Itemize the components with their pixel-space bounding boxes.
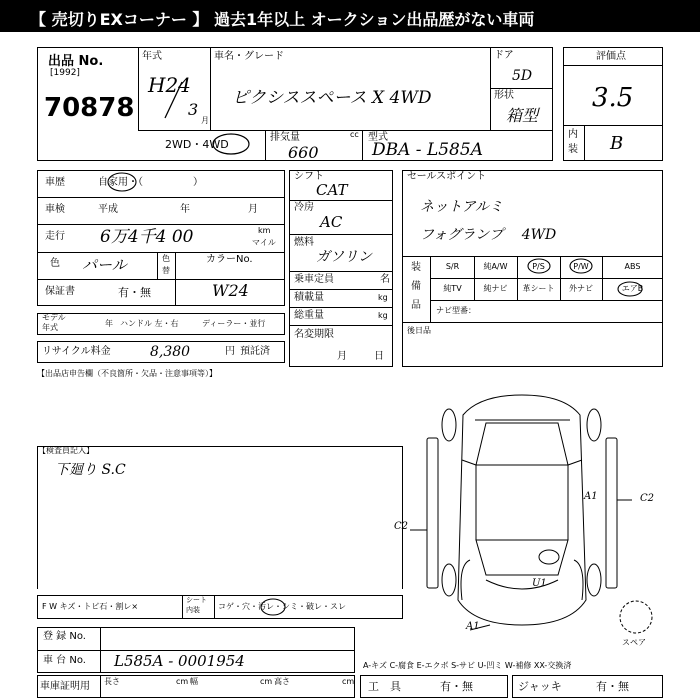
fuel-label: 燃料	[294, 237, 314, 248]
cert-height-unit: cm	[342, 677, 355, 686]
load-label: 積載量	[294, 292, 324, 303]
door-label: ドア	[494, 50, 514, 61]
seller-notes-label: 【出品店申告欄（不良箇所・欠品・注意事項等）】	[37, 369, 217, 378]
cert-label: 車庫証明用	[40, 681, 90, 692]
cert-width: 幅	[190, 677, 198, 686]
reg-change-month: 月	[337, 351, 347, 362]
cert-length-unit: cm	[176, 677, 189, 686]
year-label: 年式	[142, 51, 162, 62]
color-change-label-1: 色	[162, 254, 170, 263]
reg-no-label: 登 録 No.	[43, 631, 86, 642]
equipment-leather: 革シート	[522, 284, 555, 293]
mileage-unit-km: km	[258, 226, 271, 235]
equipment-label-1: 装	[411, 262, 421, 273]
history-label: 車歴	[45, 177, 65, 188]
color-code-label: カラーNo.	[206, 254, 253, 265]
equipment-abs: ABS	[624, 262, 641, 271]
model-label: 型式	[368, 132, 388, 143]
inspector-label: 【検査員記入】	[38, 446, 94, 455]
equipment-label-3: 品	[411, 300, 421, 311]
model-year-dealer: ディーラー・並行	[202, 319, 266, 328]
chassis-label: 車 台 No.	[43, 655, 86, 666]
capacity-unit: 名	[380, 274, 390, 285]
equipment-label-2: 備	[411, 281, 421, 292]
sales-points-line2: フォグランプ 4WD	[420, 227, 557, 243]
fw-seat-1: シート	[186, 596, 207, 604]
mileage-label: 走行	[45, 231, 65, 242]
damage-mark-c2-right: C2	[640, 493, 655, 504]
interior-value: B	[610, 133, 624, 154]
damage-legend: A-キズ C-腐食 E-エクボ S-サビ U-凹ミ W-補修 XX-交換済	[363, 661, 572, 670]
drive-label: 2WD・4WD	[165, 138, 229, 151]
spare-label: スペア	[622, 638, 646, 647]
inspector-value: 下廻り S.C	[55, 462, 126, 478]
damage-mark-a1-right: A1	[584, 491, 598, 502]
equipment-alloy: 純A/W	[483, 262, 508, 271]
weight-unit: kg	[378, 311, 388, 320]
equipment-airbag: エアB	[621, 284, 644, 293]
later-date-label: 後日品	[407, 326, 431, 335]
recycle-unit: 円	[225, 346, 235, 357]
tools-options: 有・無	[440, 680, 473, 693]
displacement-value: 660	[288, 143, 319, 162]
load-unit: kg	[378, 293, 388, 302]
model-year-handle: ハンドル 左・右	[120, 319, 179, 328]
fw-items: コゲ・穴・汚レ・シミ・破レ・スレ	[218, 602, 346, 611]
color-code-value: W24	[212, 281, 249, 300]
displacement-unit: cc	[350, 130, 359, 139]
reg-change-label: 名変期限	[294, 329, 334, 340]
score-label: 評価点	[596, 51, 626, 62]
lot-sub: [1992]	[50, 68, 80, 78]
lot-label: 出品 No.	[48, 54, 104, 69]
color-label: 色	[50, 258, 60, 269]
color-change-label-2: 替	[162, 266, 170, 275]
shape-label: 形状	[494, 90, 514, 101]
score-value: 3.5	[592, 83, 634, 113]
shape-value: 箱型	[506, 106, 539, 125]
inspection-era: 平成	[98, 204, 118, 215]
inspection-year: 年	[180, 204, 190, 215]
shift-value: CAT	[316, 181, 348, 199]
displacement-label: 排気量	[270, 132, 300, 143]
mileage-unit-mile: マイル	[252, 238, 276, 247]
tools-label: 工 具	[368, 680, 401, 693]
navi-model-label: ナビ型番：	[436, 306, 476, 315]
equipment-tv: 純TV	[443, 284, 462, 293]
fw-seat-2: 内装	[186, 606, 200, 614]
recycle-value: 8,380	[150, 344, 191, 360]
lot-number: 70878	[44, 93, 135, 123]
cert-height: 高さ	[274, 677, 290, 686]
recycle-note: 預託済	[240, 346, 270, 357]
jack-options: 有・無	[596, 680, 629, 693]
door-value: 5D	[512, 68, 533, 84]
sales-points-label: セールスポイント	[407, 171, 487, 182]
year-month: 3	[188, 100, 199, 119]
year-era: H24	[148, 73, 191, 97]
sales-points-line1: ネットアルミ	[420, 199, 504, 215]
damage-mark-c2-left: C2	[394, 521, 409, 532]
equipment-ext-navi: 外ナビ	[569, 284, 593, 293]
model-year-label-2: 年式	[42, 323, 58, 332]
aircon-value: AC	[320, 213, 343, 231]
damage-mark-u1: U1	[532, 578, 547, 589]
interior-label-2: 装	[568, 144, 578, 155]
history-options: 自家用・（ ）	[98, 177, 203, 188]
model-year-label-1: モデル	[42, 313, 66, 322]
equipment-navi: 純ナビ	[483, 284, 508, 293]
aircon-label: 冷房	[294, 202, 314, 213]
fw-label: F W キズ・トビ石・割レ×	[42, 602, 139, 611]
warranty-label: 保証書	[45, 286, 75, 297]
equipment-ps: P/S	[532, 262, 545, 271]
equipment-pw: P/W	[573, 262, 589, 271]
jack-label: ジャッキ	[518, 680, 562, 693]
chassis-value: L585A - 0001954	[114, 652, 245, 670]
shift-label: シフト	[294, 171, 324, 182]
damage-mark-a1-front: A1	[466, 621, 480, 632]
car-name-value: ピクシススペース X 4WD	[232, 88, 432, 108]
interior-label-1: 内	[568, 129, 578, 140]
mileage-value: 6万4千4 00	[100, 227, 194, 247]
header-title: 【 売切りEXコーナー 】 過去1年以上 オークション出品歴がない車両	[30, 10, 535, 29]
cert-width-unit: cm	[260, 677, 273, 686]
reg-change-day: 日	[374, 351, 384, 362]
inspection-label: 車検	[45, 204, 65, 215]
car-name-label: 車名・グレード	[214, 51, 284, 62]
equipment-sr: S/R	[445, 262, 460, 271]
color-value: パール	[82, 256, 127, 274]
weight-label: 総重量	[294, 310, 324, 321]
fuel-value: ガソリン	[316, 249, 372, 265]
cert-length: 長さ	[104, 677, 120, 686]
recycle-label: リサイクル料金	[42, 346, 111, 357]
warranty-options: 有・無	[118, 286, 151, 299]
model-value: DBA - L585A	[372, 140, 483, 160]
capacity-label: 乗車定員	[294, 274, 334, 285]
model-year-year: 年	[105, 319, 113, 328]
year-month-unit: 月	[201, 116, 209, 125]
inspection-month: 月	[248, 204, 258, 215]
